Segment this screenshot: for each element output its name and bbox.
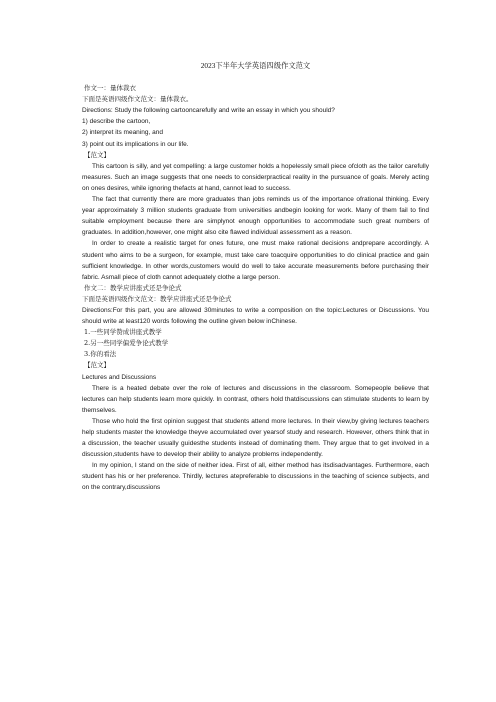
document-body xyxy=(82,83,429,493)
essay2-outline-1: 1.一些同学赞成讲座式教学 xyxy=(84,328,162,337)
essay1-paragraph-2: The fact that currently there are more graduates than jobs reminds us of the importance ofrational thinking. Every year approximately 3 million students graduate from universities andbegin looking for work. Many of them fail to find suitable employment because there are simplynot enough opportunities to accommodate such great numbers of graduates. In addition,however, one might also cite flawed individual assessment as a reason. xyxy=(82,196,429,237)
essay2-paragraph-2: Those who hold the first opinion suggest that students attend more lectures. In their view,by giving lectures teachers help students master the knowledge theyve accumulated over yearsof study and research. However, others think that in a discussion, the teacher usually guidesthe students instead of dominating them. They argue that to get involved in a discussion,students have to develop their ability to analyze problems independently. xyxy=(82,417,429,459)
essay1-paragraph-1: This cartoon is silly, and yet compelling: a large customer holds a hopelessly small piece ofcloth as the tailor carefully measures. Such an image suggests that one needs to considerpractical reality in the pursuance of goals. Merely acting on ones desires, while ignoring thefacts at hand, cannot lead to success. xyxy=(82,162,429,192)
essay2-intro: 下面是英语四级作文范文：教学应讲座式还是争论式 xyxy=(82,294,232,303)
outline-item-1: 1) describe the cartoon, xyxy=(82,118,151,126)
essay2-sample-label: 【范文】 xyxy=(84,361,110,370)
essay2-sample-title: Lectures and Discussions xyxy=(82,373,157,381)
essay2-outline-2: 2.另一些同学偏爱争论式教学 xyxy=(84,339,169,348)
essay2-heading: 作文二：教学应讲座式还是争论式 xyxy=(84,283,182,292)
outline-item-3: 3) point out its implications in our life. xyxy=(82,140,189,148)
essay2-directions: Directions:For this part, you are allowed 30minutes to write a composition on the topic:Lectures or Discussions. You should write at least120 words following the outline given below inChinese. xyxy=(82,306,429,326)
essay1-sample-label: 【范文】 xyxy=(84,150,110,159)
essay1-intro: 下面是英语四级作文范文：量体裁衣。 xyxy=(82,95,193,104)
essay2-paragraph-3: In my opinion, I stand on the side of neither idea. First of all, either method has itsdisadvantages. Furthermore, each student has his or her preference. Thirdly, lectures atepreferable to discussions in the teaching of science subjects, and on the contrary,discussions xyxy=(82,462,429,492)
essay2-paragraph-1: There is a heated debate over the role of lectures and discussions in the classroom. Somepeople believe that lectures can help students learn more quickly. In contrast, others hold thatdiscussions can stimulate students to learn by themselves. xyxy=(82,384,429,414)
document-title: 2023下半年大学英语四级作文范文 xyxy=(200,61,311,70)
essay1-paragraph-3: In order to create a realistic target for ones future, one must make rational decisions andprepare accordingly. A student who aims to be a surgeon, for example, must take care toacquire opportunities to do clinical practice and gain sufficient knowledge. In other words,customers would do well to take accurate measurements before purchasing their fabric. Asmall piece of cloth cannot adequately clothe a large person. xyxy=(82,240,429,281)
outline-item-2: 2) interpret its meaning, and xyxy=(82,129,163,137)
essay2-outline-3: 3.你的看法 xyxy=(84,350,117,359)
essay1-heading: 作文一：量体裁衣 xyxy=(84,84,136,93)
essay1-directions: Directions: Study the following cartooncarefully and write an essay in which you should? xyxy=(82,107,335,115)
